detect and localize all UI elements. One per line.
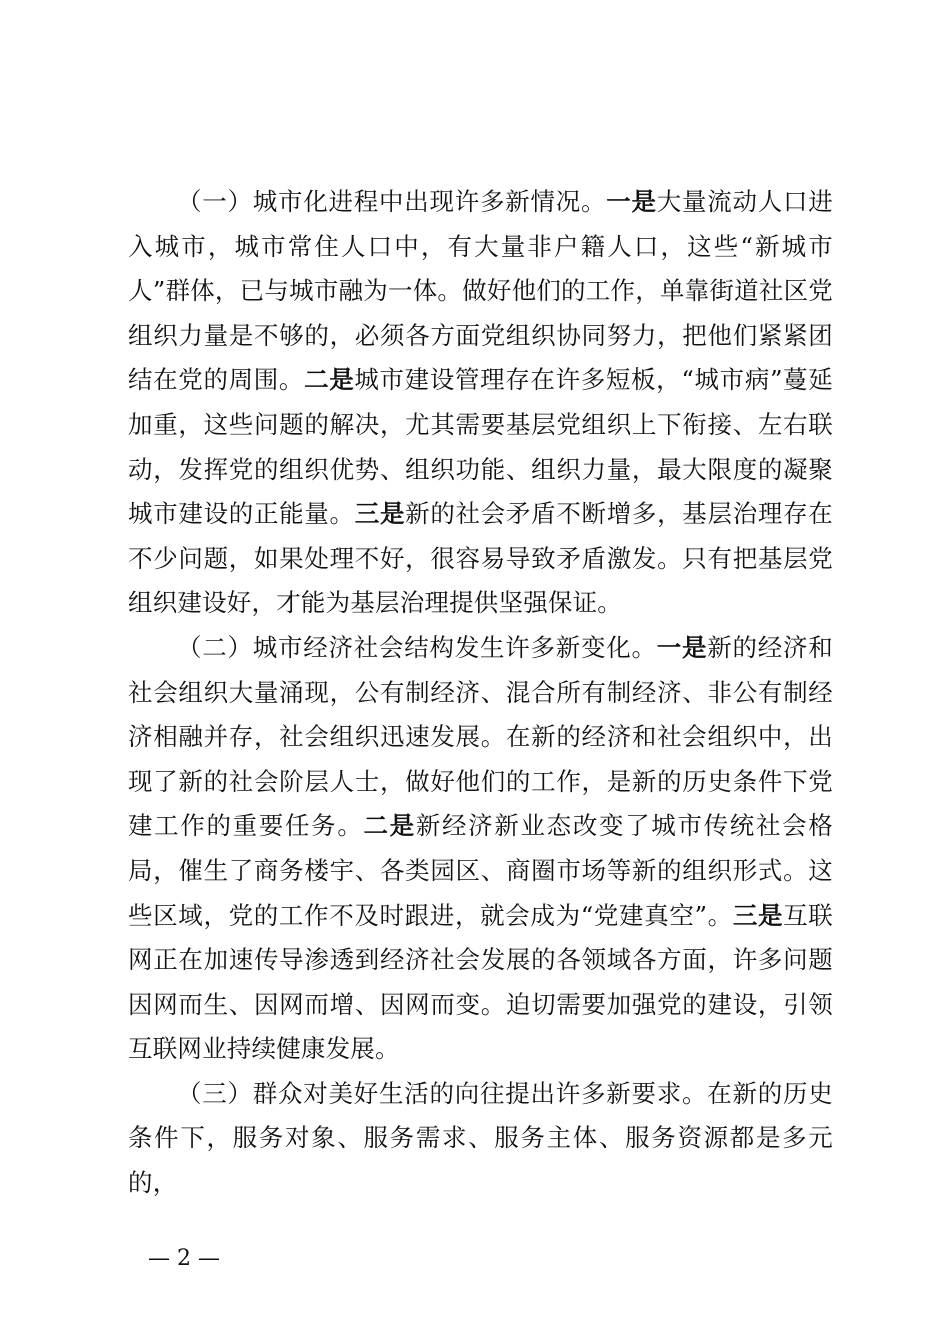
paragraph-text: 在新的历史条件下，服务对象、服务需求、服务主体、服务资源都是多元的， xyxy=(128,1078,834,1198)
emphasis-two: 二是 xyxy=(363,811,416,841)
paragraph-economic-structure xyxy=(128,626,833,1072)
emphasis-three: 三是 xyxy=(732,900,784,930)
paragraph-heading: （一）城市化进程中出现许多新情况。 xyxy=(177,187,607,216)
document-body xyxy=(128,180,833,1206)
paragraph-text: 大量流动人口进入城市，城市常住人口中，有大量非户籍人口，这些“新城市人”群体，已与城市融为一体。做好他们的工作，单靠街道社区党组织力量是不够的，必须各方面党组织协同努力，把他们紧紧团结在党的周围。 xyxy=(128,187,834,395)
emphasis-two: 二是 xyxy=(304,365,355,395)
paragraph-heading: （三）群众对美好生活的向往提出许多新要求。 xyxy=(177,1078,708,1108)
emphasis-one: 一是 xyxy=(656,632,708,662)
paragraph-urbanization xyxy=(128,180,833,626)
paragraph-text: 新经济新业态改变了城市传统社会格局，催生了商务楼宇、各类园区、商圈市场等新的组织形式。这些区域，党的工作不及时跟进，就会成为“党建真空”。 xyxy=(128,811,833,930)
paragraph-public-demands xyxy=(128,1072,833,1206)
paragraph-text: 新的经济和社会组织大量涌现，公有制经济、混合所有制经济、非公有制经济相融并存，社会组织迅速发展。在新的经济和社会组织中，出现了新的社会阶层人士，做好他们的工作，是新的历史条件下党建工作的重要任务。 xyxy=(128,632,834,841)
paragraph-heading: （二）城市经济社会结构发生许多新变化。 xyxy=(177,632,657,662)
paragraph-text: 互联网正在加速传导渗透到经济社会发展的各领域各方面，许多问题因网而生、因网而增、因网而变。迫切需要加强党的建设，引领互联网业持续健康发展。 xyxy=(128,900,833,1064)
paragraph-text: 新的社会矛盾不断增多，基层治理存在不少问题，如果处理不好，很容易导致矛盾激发。只有把基层党组织建设好，才能为基层治理提供坚强保证。 xyxy=(128,499,833,618)
emphasis-three: 三是 xyxy=(354,499,406,529)
page-number: — 2 — xyxy=(148,1246,220,1271)
emphasis-one: 一是 xyxy=(606,187,657,216)
paragraph-text: 城市建设管理存在许多短板，“城市病”蔓延加重，这些问题的解决，尤其需要基层党组织上下衔接、左右联动，发挥党的组织优势、组织功能、组织力量，最大限度的凝聚城市建设的正能量。 xyxy=(128,365,833,529)
